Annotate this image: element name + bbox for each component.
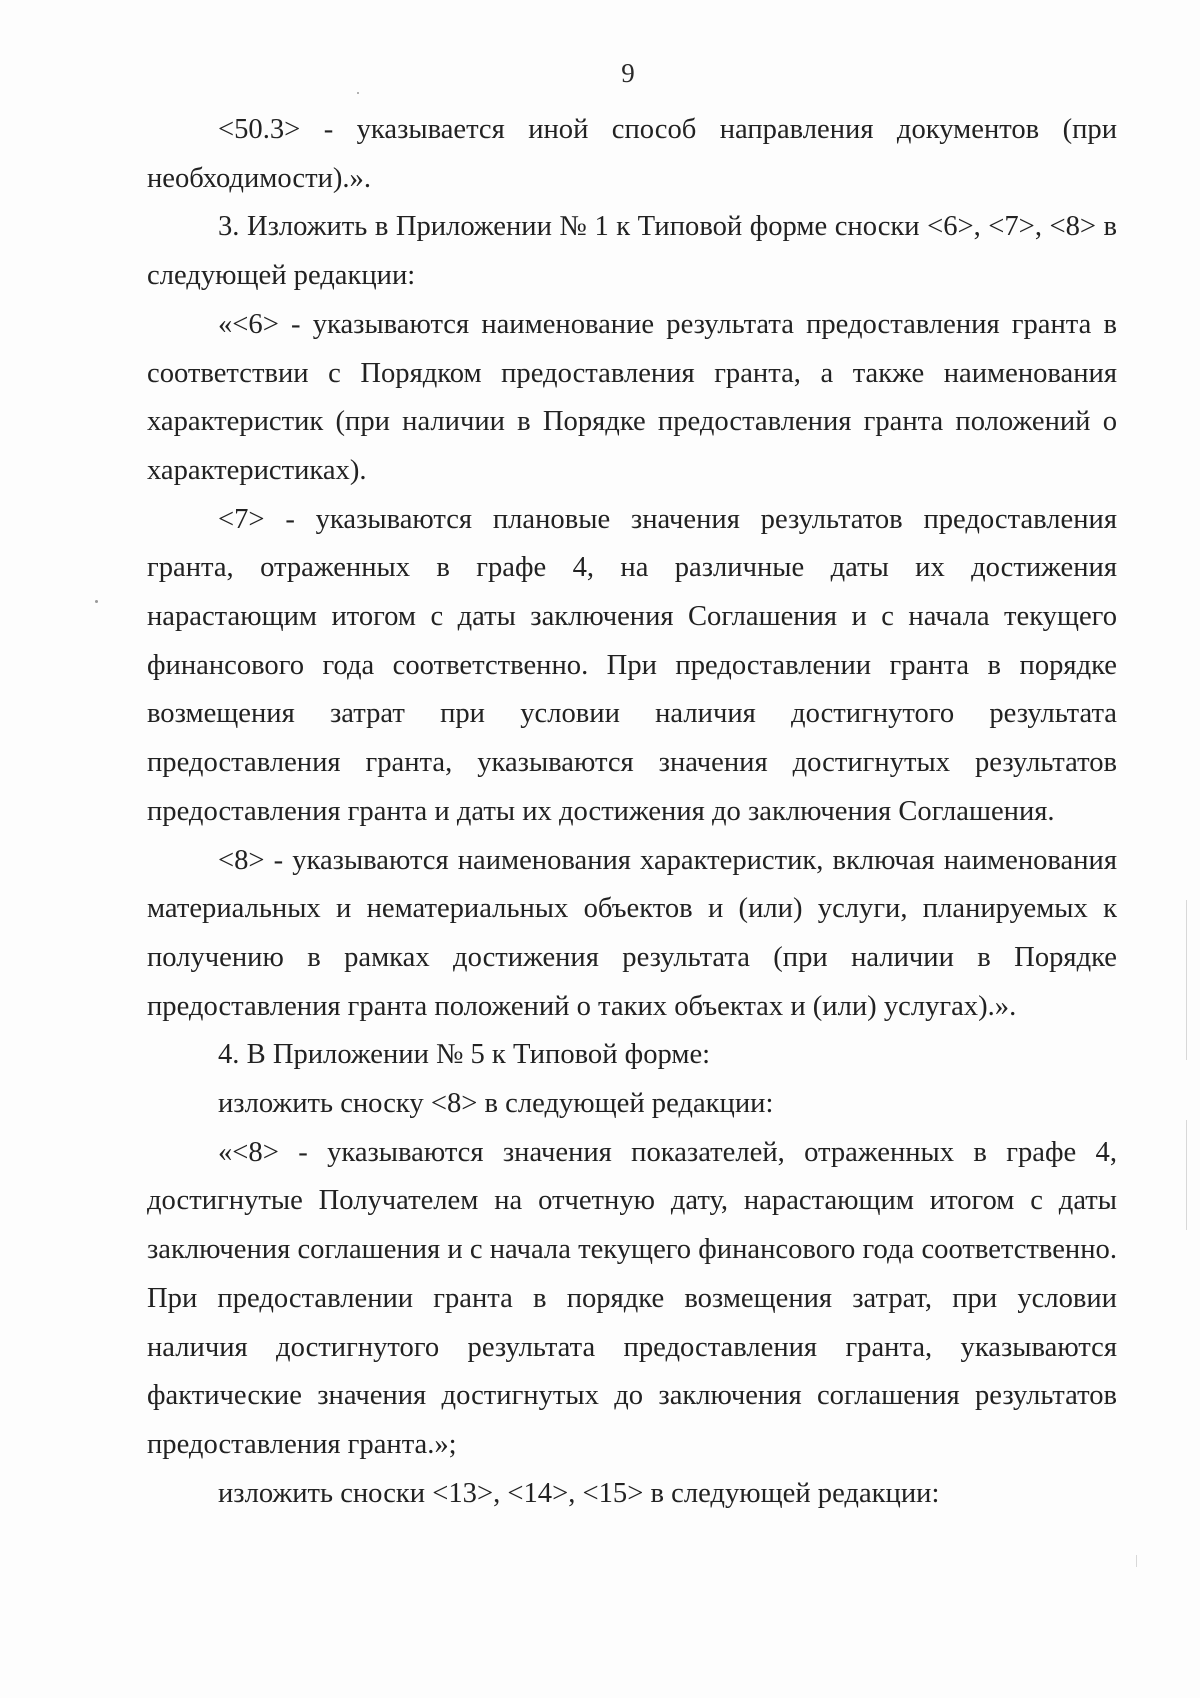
paragraph-footnote-8-instruction: изложить сноску <8> в следующей редакции:	[218, 1088, 774, 1120]
page-number: 9	[621, 58, 635, 88]
scan-speck	[357, 92, 359, 94]
scan-edge-mark	[1186, 900, 1187, 1060]
paragraph-footnote-7: <7> - указываются плановые значения результатов предоставления гранта, отраженных в графе 4, на различные даты их достижения нарастающим итогом с даты заключения Соглашения и с начала текущего финансового года соответственно. При предоставлении гранта в порядке возмещения затрат при условии наличия достигнутого результата предоставления гранта, указываются значения достигнутых результатов предоставления гранта и даты их достижения до заключения Соглашения.	[147, 503, 1117, 827]
scan-edge-mark	[1186, 1120, 1187, 1230]
scan-edge-mark	[1136, 1555, 1137, 1567]
paragraph-footnotes-13-15-instruction: изложить сноски <13>, <14>, <15> в следующей редакции:	[218, 1477, 940, 1509]
document-body	[147, 106, 1117, 1518]
paragraph-footnote-8: <8> - указываются наименования характеристик, включая наименования материальных и нематериальных объектов и (или) услуги, планируемых к получению в рамках достижения результата (при наличии в Порядке предоставления гранта положений о таких объектах и (или) услугах).».	[147, 844, 1117, 1022]
paragraph-item-3: 3. Изложить в Приложении № 1 к Типовой форме сноски <6>, <7>, <8> в следующей редакции:	[147, 211, 1117, 292]
scan-speck	[95, 600, 98, 603]
paragraph-item-4: 4. В Приложении № 5 к Типовой форме:	[218, 1039, 711, 1071]
paragraph-50-3-footnote: <50.3> - указывается иной способ направления документов (при необходимости).».	[147, 114, 1117, 194]
paragraph-footnote-8-text: «<8> - указываются значения показателей, отраженных в графе 4, достигнутые Получателем на отчетную дату, нарастающим итогом с даты заключения соглашения и с начала текущего финансового года соответственно. При предоставлении гранта в порядке возмещения затрат, при условии наличия достигнутого результата предоставления гранта, указываются фактические значения достигнутых до заключения соглашения результатов предоставления гранта.»;	[147, 1136, 1117, 1460]
paragraph-footnote-6: «<6> - указываются наименование результата предоставления гранта в соответствии с Порядком предоставления гранта, а также наименования характеристик (при наличии в Порядке предоставления гранта положений о характеристиках).	[147, 308, 1117, 486]
